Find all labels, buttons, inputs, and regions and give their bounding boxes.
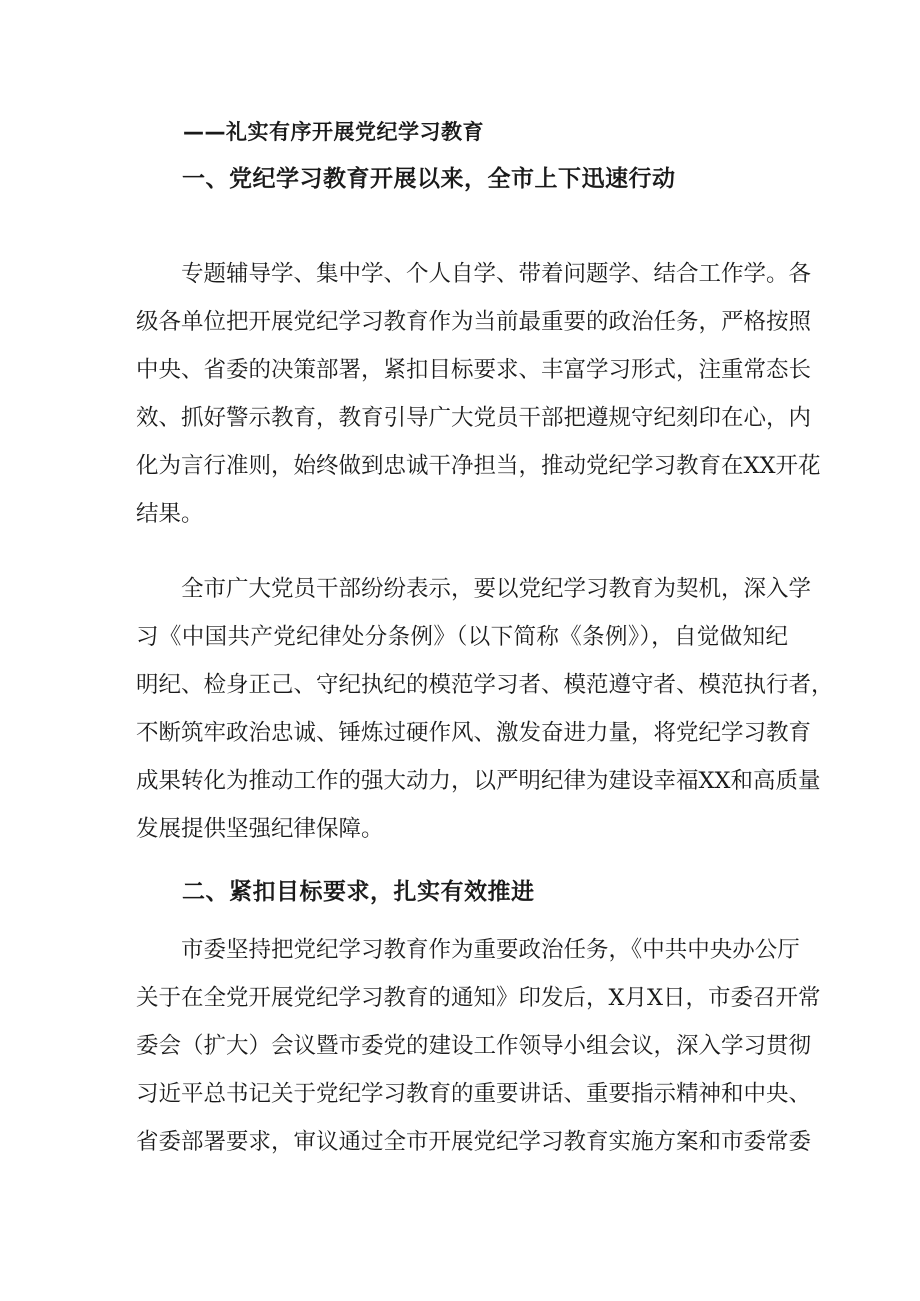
paragraph-line: 全市广大党员干部纷纷表示，要以党纪学习教育为契机，深入学 [181,576,812,602]
paragraph-2 [136,565,834,853]
paragraph-line: 中央、省委的决策部署，紧扣目标要求、丰富学习形式，注重常态长 [136,357,812,383]
paragraph-line: 习《中国共产党纪律处分条例》（以下简称《条例》），自觉做知纪 [136,624,788,650]
paragraph-line: 成果转化为推动工作的强大动力，以严明纪律为建设幸福XX和高质量 [136,768,821,794]
paragraph-line: 关于在全党开展党纪学习教育的通知》印发后，X月X日，市委召开常 [136,985,821,1011]
paragraph-line: 不断筑牢政治忠诚、锤炼过硬作风、激发奋进力量，将党纪学习教育 [136,720,812,746]
paragraph-line: 结果。 [136,501,204,527]
section-heading-1: 一、党纪学习教育开展以来，全市上下迅速行动 [182,166,676,192]
paragraph-line: 专题辅导学、集中学、个人自学、带着问题学、结合工作学。各 [181,261,812,287]
paragraph-line: 效、抓好警示教育，教育引导广大党员干部把遵规守纪刻印在心，内 [136,405,812,431]
paragraph-line: 市委坚持把党纪学习教育作为重要政治任务，《中共中央办公厅 [181,937,800,963]
paragraph-line: 省委部署要求，审议通过全市开展党纪学习教育实施方案和市委常委 [136,1129,812,1155]
paragraph-line: 发展提供坚强纪律保障。 [136,816,384,842]
paragraph-line: 习近平总书记关于党纪学习教育的重要讲话、重要指示精神和中央、 [136,1081,812,1107]
paragraph-line: 委会（扩大）会议暨市委党的建设工作领导小组会议，深入学习贯彻 [136,1033,812,1059]
document-subtitle: ——礼实有序开展党纪学习教育 [183,120,484,144]
paragraph-3 [136,926,821,1166]
paragraph-line: 化为言行准则，始终做到忠诚干净担当，推动党纪学习教育在XX开花 [136,453,821,479]
paragraph-line: 明纪、检身正己、守纪执纪的模范学习者、模范遵守者、模范执行者， [136,672,834,698]
section-heading-2: 二、紧扣目标要求，扎实有效推进 [182,879,535,905]
paragraph-line: 级各单位把开展党纪学习教育作为当前最重要的政治任务，严格按照 [136,309,812,335]
paragraph-1 [136,250,821,538]
